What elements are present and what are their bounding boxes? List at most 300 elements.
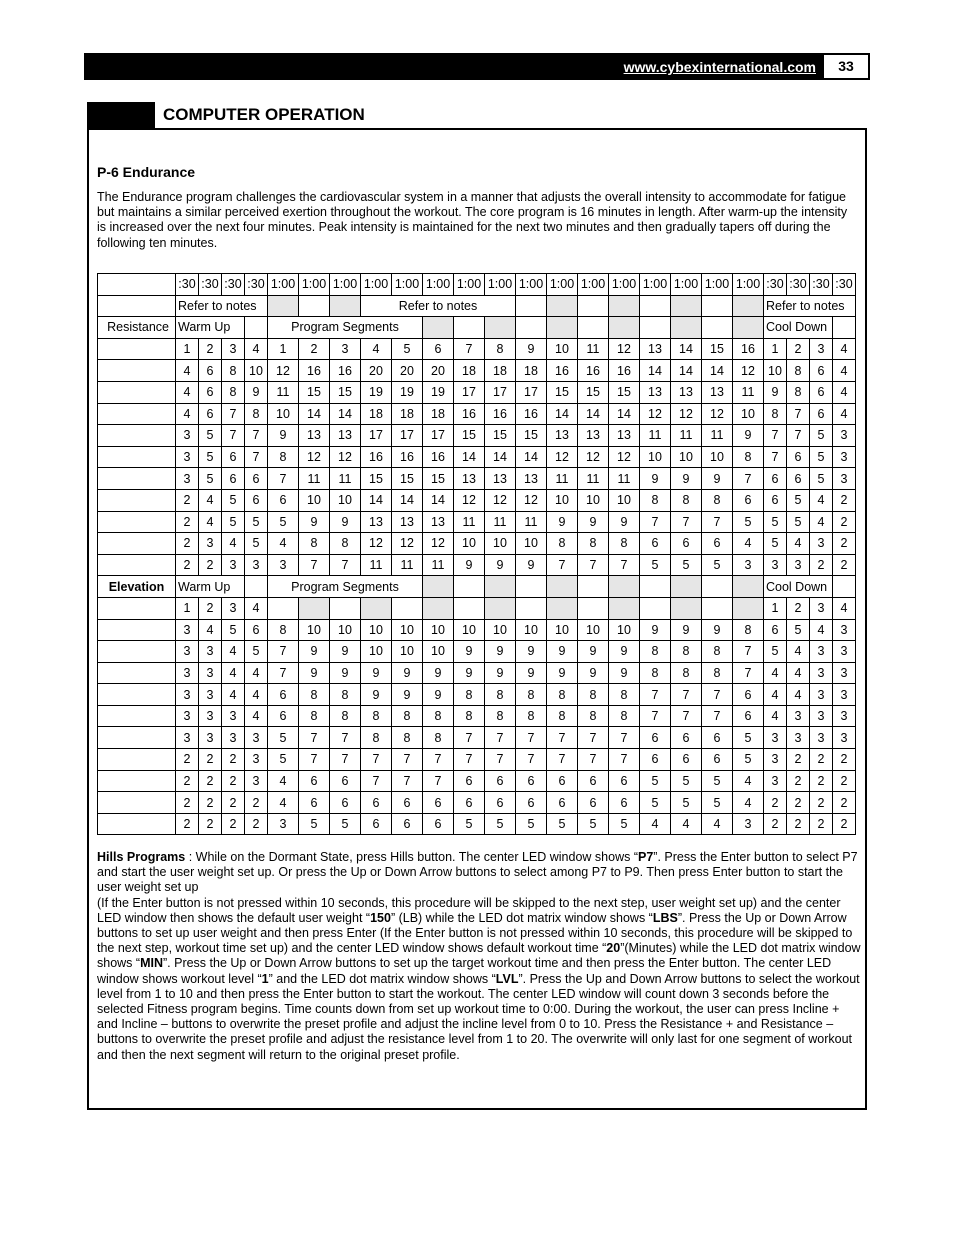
value-cell: 8 <box>609 684 640 706</box>
value-cell: 12 <box>454 489 485 511</box>
value-cell: 8 <box>578 533 609 555</box>
value-cell: 12 <box>485 489 516 511</box>
value-cell: 7 <box>222 425 245 447</box>
value-cell: 16 <box>516 403 547 425</box>
value-cell: 7 <box>671 511 702 533</box>
value-cell: 6 <box>392 813 423 835</box>
value-cell: 8 <box>392 727 423 749</box>
value-cell: 7 <box>454 338 485 360</box>
index-cell: 3 <box>222 597 245 619</box>
value-cell: 11 <box>578 338 609 360</box>
value-cell: 11 <box>392 554 423 576</box>
value-cell: 12 <box>733 360 764 382</box>
value-cell: 6 <box>671 533 702 555</box>
value-cell: 6 <box>671 727 702 749</box>
value-cell: 3 <box>764 554 787 576</box>
refer-notes-cell: Refer to notes <box>361 295 516 317</box>
value-cell: 8 <box>516 705 547 727</box>
value-cell: 6 <box>810 360 833 382</box>
blank-cell <box>547 295 578 317</box>
value-cell: 4 <box>361 338 392 360</box>
value-cell: 9 <box>516 554 547 576</box>
value-cell: 6 <box>640 727 671 749</box>
blank-cell <box>516 597 547 619</box>
value-cell: 6 <box>702 749 733 771</box>
value-cell: 7 <box>733 468 764 490</box>
blank-cell <box>454 576 485 598</box>
value-cell: 5 <box>609 813 640 835</box>
value-cell: 6 <box>787 468 810 490</box>
value-cell: 15 <box>702 338 733 360</box>
time-cell: 1:00 <box>671 274 702 296</box>
time-cell: :30 <box>810 274 833 296</box>
value-cell: 15 <box>423 468 454 490</box>
value-cell: 3 <box>810 338 833 360</box>
value-cell: 14 <box>361 489 392 511</box>
value-cell: 8 <box>299 684 330 706</box>
value-cell: 9 <box>516 641 547 663</box>
hills-programs-notes <box>97 850 863 1063</box>
row-label-cell <box>98 727 176 749</box>
value-cell: 14 <box>330 403 361 425</box>
value-cell: 14 <box>516 446 547 468</box>
value-cell: 9 <box>702 468 733 490</box>
value-cell: 15 <box>547 381 578 403</box>
value-cell: 8 <box>702 641 733 663</box>
value-cell: 15 <box>516 425 547 447</box>
value-cell: 8 <box>702 489 733 511</box>
value-cell: 3 <box>176 468 199 490</box>
time-cell: 1:00 <box>299 274 330 296</box>
value-cell: 2 <box>833 792 856 814</box>
value-cell: 2 <box>176 749 199 771</box>
value-cell: 2 <box>787 792 810 814</box>
value-cell: 12 <box>268 360 299 382</box>
value-cell: 8 <box>578 705 609 727</box>
value-cell: 7 <box>640 511 671 533</box>
value-cell: 7 <box>299 554 330 576</box>
value-cell: 9 <box>671 619 702 641</box>
value-cell: 17 <box>392 425 423 447</box>
value-cell: 2 <box>222 770 245 792</box>
value-cell: 10 <box>547 338 578 360</box>
value-cell: 18 <box>454 360 485 382</box>
blank-cell <box>485 317 516 339</box>
blank-cell <box>640 295 671 317</box>
value-cell: 12 <box>609 446 640 468</box>
value-cell: 6 <box>516 770 547 792</box>
blank-cell <box>609 295 640 317</box>
value-cell: 12 <box>392 533 423 555</box>
elevation-level-row <box>98 619 856 641</box>
blank-cell <box>361 597 392 619</box>
value-cell: 2 <box>176 792 199 814</box>
value-cell: 2 <box>176 533 199 555</box>
value-cell: 7 <box>454 727 485 749</box>
value-cell: 7 <box>268 468 299 490</box>
value-cell: 16 <box>547 360 578 382</box>
value-cell: 6 <box>609 792 640 814</box>
value-cell: 3 <box>787 727 810 749</box>
value-cell: 9 <box>299 641 330 663</box>
value-cell: 10 <box>485 533 516 555</box>
value-cell: 14 <box>299 403 330 425</box>
value-cell: 5 <box>268 511 299 533</box>
value-cell: 5 <box>810 468 833 490</box>
value-cell: 3 <box>833 727 856 749</box>
value-cell: 4 <box>787 662 810 684</box>
value-cell: 10 <box>454 619 485 641</box>
value-cell: 16 <box>423 446 454 468</box>
time-cell: 1:00 <box>609 274 640 296</box>
value-cell: 7 <box>222 403 245 425</box>
value-cell: 5 <box>671 554 702 576</box>
hills-label: Hills Programs <box>97 850 186 864</box>
value-cell: 6 <box>640 749 671 771</box>
resistance-header-row <box>98 317 856 339</box>
value-cell: 8 <box>671 641 702 663</box>
value-cell: 4 <box>764 662 787 684</box>
value-cell: 14 <box>454 446 485 468</box>
value-cell: 6 <box>547 792 578 814</box>
value-cell: 15 <box>361 468 392 490</box>
value-cell: 14 <box>485 446 516 468</box>
value-cell: 17 <box>516 381 547 403</box>
value-cell: 4 <box>268 770 299 792</box>
time-cell: 1:00 <box>516 274 547 296</box>
value-cell: 7 <box>330 749 361 771</box>
value-cell: 8 <box>578 684 609 706</box>
value-cell: 12 <box>609 338 640 360</box>
value-cell: 13 <box>640 381 671 403</box>
value-cell: 9 <box>299 511 330 533</box>
value-cell: 4 <box>222 684 245 706</box>
row-label-cell <box>98 597 176 619</box>
value-cell: 5 <box>516 813 547 835</box>
value-cell: 12 <box>299 446 330 468</box>
time-cell: 1:00 <box>361 274 392 296</box>
value-cell: 5 <box>733 749 764 771</box>
value-cell: 5 <box>199 468 222 490</box>
value-cell: 3 <box>833 662 856 684</box>
value-cell: 8 <box>787 381 810 403</box>
value-cell: 9 <box>733 425 764 447</box>
value-cell: 16 <box>392 446 423 468</box>
row-label-cell <box>98 641 176 663</box>
blank-cell <box>640 597 671 619</box>
time-cell: :30 <box>245 274 268 296</box>
blank-cell <box>833 576 856 598</box>
value-cell: 4 <box>833 338 856 360</box>
notes-text: ” (LB) while the LED dot matrix window shows “ <box>390 910 653 925</box>
value-cell: 7 <box>578 727 609 749</box>
value-cell: 16 <box>485 403 516 425</box>
value-cell: 3 <box>176 662 199 684</box>
value-cell: 8 <box>245 403 268 425</box>
elevation-level-row <box>98 813 856 835</box>
value-cell: 2 <box>199 770 222 792</box>
value-cell: 3 <box>833 684 856 706</box>
value-cell: 3 <box>833 641 856 663</box>
time-cell: :30 <box>833 274 856 296</box>
blank-cell <box>516 317 547 339</box>
value-cell: 7 <box>609 749 640 771</box>
value-cell: 8 <box>547 684 578 706</box>
blank-cell <box>702 576 733 598</box>
blank-cell <box>733 295 764 317</box>
value-cell: 9 <box>454 641 485 663</box>
elevation-level-row <box>98 727 856 749</box>
value-cell: 3 <box>199 662 222 684</box>
value-cell: 7 <box>330 554 361 576</box>
value-cell: 4 <box>810 511 833 533</box>
value-cell: 2 <box>810 813 833 835</box>
row-label-cell <box>98 425 176 447</box>
value-cell: 10 <box>423 619 454 641</box>
row-label-cell <box>98 813 176 835</box>
value-cell: 6 <box>702 533 733 555</box>
value-cell: 6 <box>671 749 702 771</box>
warm-up-label: Warm Up <box>176 317 245 339</box>
value-cell: 6 <box>361 792 392 814</box>
value-cell: 6 <box>222 468 245 490</box>
value-cell: 13 <box>578 425 609 447</box>
time-cell: :30 <box>222 274 245 296</box>
row-label-cell <box>98 749 176 771</box>
value-cell: 9 <box>268 425 299 447</box>
value-cell: 13 <box>485 468 516 490</box>
value-cell: 9 <box>547 641 578 663</box>
value-cell: 11 <box>299 468 330 490</box>
value-cell: 3 <box>199 684 222 706</box>
value-cell: 4 <box>222 641 245 663</box>
row-label-cell <box>98 446 176 468</box>
value-cell: 3 <box>268 554 299 576</box>
value-cell: 9 <box>392 684 423 706</box>
blank-cell <box>702 597 733 619</box>
value-cell: 18 <box>516 360 547 382</box>
value-cell: 12 <box>423 533 454 555</box>
value-cell: 10 <box>423 641 454 663</box>
value-cell: 2 <box>176 511 199 533</box>
value-cell: 18 <box>423 403 454 425</box>
value-cell: 5 <box>787 619 810 641</box>
value-cell: 2 <box>810 792 833 814</box>
section-title: COMPUTER OPERATION <box>163 105 365 124</box>
resistance-level-row <box>98 489 856 511</box>
value-cell: 7 <box>330 727 361 749</box>
blank-cell <box>578 317 609 339</box>
value-cell: 3 <box>764 749 787 771</box>
value-cell: 7 <box>268 662 299 684</box>
value-cell: 6 <box>245 489 268 511</box>
value-cell: 9 <box>578 662 609 684</box>
value-cell: 7 <box>547 749 578 771</box>
value-cell: 10 <box>702 446 733 468</box>
value-cell: 8 <box>671 489 702 511</box>
value-cell: 4 <box>810 619 833 641</box>
time-cell: 1:00 <box>702 274 733 296</box>
value-cell: 5 <box>245 533 268 555</box>
value-cell: 10 <box>640 446 671 468</box>
value-cell: 3 <box>176 425 199 447</box>
value-cell: 6 <box>764 468 787 490</box>
value-cell: 9 <box>640 468 671 490</box>
elevation-index-row <box>98 597 856 619</box>
value-cell: 18 <box>392 403 423 425</box>
value-cell: 20 <box>392 360 423 382</box>
notes-text: ”. Press the Up or Down Arrow buttons to set up user weight and then press Enter (If the Enter button is not pressed within 10 seconds, this procedure will be skipped to the next step, workout time set up) and the center LED window shows default workout time “ <box>97 910 853 956</box>
resistance-level-row <box>98 403 856 425</box>
value-cell: 9 <box>516 662 547 684</box>
time-cell: 1:00 <box>547 274 578 296</box>
value-cell: 7 <box>516 749 547 771</box>
value-cell: 11 <box>268 381 299 403</box>
value-cell: 10 <box>299 619 330 641</box>
time-cell: 1:00 <box>733 274 764 296</box>
value-cell: 6 <box>516 792 547 814</box>
value-cell: 5 <box>810 446 833 468</box>
value-cell: 9 <box>330 641 361 663</box>
value-cell: 5 <box>764 641 787 663</box>
value-cell: 8 <box>547 705 578 727</box>
value-cell: 7 <box>640 684 671 706</box>
value-cell: 10 <box>578 489 609 511</box>
value-cell: 15 <box>485 425 516 447</box>
value-cell: 2 <box>833 489 856 511</box>
value-cell: 2 <box>299 338 330 360</box>
value-cell: 6 <box>454 770 485 792</box>
time-cell: 1:00 <box>485 274 516 296</box>
value-cell: 10 <box>330 619 361 641</box>
value-cell: 4 <box>810 489 833 511</box>
value-cell: 3 <box>199 641 222 663</box>
value-cell: 2 <box>833 770 856 792</box>
value-cell: 9 <box>330 662 361 684</box>
value-cell: 10 <box>547 619 578 641</box>
blank-cell <box>330 597 361 619</box>
time-cell: 1:00 <box>423 274 454 296</box>
value-cell: 8 <box>485 338 516 360</box>
value-cell: 3 <box>176 619 199 641</box>
index-cell: 3 <box>810 597 833 619</box>
value-cell: 7 <box>702 511 733 533</box>
row-label-cell <box>98 533 176 555</box>
value-cell: 2 <box>810 554 833 576</box>
value-cell: 8 <box>454 705 485 727</box>
website-link[interactable]: www.cybexinternational.com <box>623 59 816 75</box>
value-cell: 3 <box>245 749 268 771</box>
value-cell: 3 <box>245 727 268 749</box>
value-cell: 5 <box>547 813 578 835</box>
value-cell: 2 <box>787 338 810 360</box>
value-cell: 10 <box>330 489 361 511</box>
value-cell: 4 <box>245 338 268 360</box>
value-cell: 17 <box>361 425 392 447</box>
program-profile-table <box>97 273 856 835</box>
value-cell: 8 <box>671 662 702 684</box>
value-cell: 2 <box>222 749 245 771</box>
value-cell: 9 <box>454 554 485 576</box>
value-cell: 7 <box>764 446 787 468</box>
value-cell: 6 <box>454 792 485 814</box>
value-cell: 3 <box>764 727 787 749</box>
blank-cell <box>609 597 640 619</box>
value-cell: 3 <box>222 727 245 749</box>
value-cell: 14 <box>671 360 702 382</box>
row-label-cell <box>98 489 176 511</box>
value-cell: 2 <box>787 749 810 771</box>
value-cell: 14 <box>640 360 671 382</box>
value-cell: 10 <box>245 360 268 382</box>
value-cell: 9 <box>547 662 578 684</box>
value-cell: 16 <box>299 360 330 382</box>
value-cell: 3 <box>833 705 856 727</box>
value-cell: 3 <box>833 468 856 490</box>
value-cell: 2 <box>833 749 856 771</box>
refer-notes-cell: Refer to notes <box>764 295 856 317</box>
value-cell: 6 <box>733 705 764 727</box>
resistance-level-row <box>98 554 856 576</box>
value-cell: 12 <box>702 403 733 425</box>
value-cell: 8 <box>361 727 392 749</box>
value-cell: 4 <box>733 792 764 814</box>
blank-cell <box>671 576 702 598</box>
time-cell: 1:00 <box>268 274 299 296</box>
value-cell: 2 <box>176 813 199 835</box>
value-cell: 11 <box>423 554 454 576</box>
value-cell: 6 <box>423 792 454 814</box>
value-cell: 6 <box>299 770 330 792</box>
value-cell: 9 <box>516 338 547 360</box>
blank-cell <box>578 576 609 598</box>
blank-cell <box>702 317 733 339</box>
section-label: Elevation <box>98 576 176 598</box>
value-cell: 8 <box>423 727 454 749</box>
value-cell: 19 <box>392 381 423 403</box>
value-cell: 2 <box>787 770 810 792</box>
blank-cell <box>578 597 609 619</box>
value-cell: 17 <box>423 425 454 447</box>
value-cell: 15 <box>454 425 485 447</box>
page-number: 33 <box>822 55 868 78</box>
time-row <box>98 274 856 296</box>
resistance-index-row <box>98 338 856 360</box>
value-cell: 8 <box>787 360 810 382</box>
value-cell: 13 <box>640 338 671 360</box>
value-cell: 8 <box>485 684 516 706</box>
index-cell: 4 <box>245 597 268 619</box>
value-cell: 9 <box>392 662 423 684</box>
value-cell: 7 <box>640 705 671 727</box>
value-cell: 8 <box>392 705 423 727</box>
value-cell: 6 <box>764 619 787 641</box>
value-cell: 9 <box>361 662 392 684</box>
notes-text: (If the Enter button is not pressed within 10 seconds, this procedure will be skipped to the next step, user weight set up) and the center LED window then shows the default user weight “ <box>97 895 841 925</box>
value-cell: 5 <box>578 813 609 835</box>
value-cell: 14 <box>609 403 640 425</box>
value-cell: 3 <box>733 554 764 576</box>
value-cell: 9 <box>702 619 733 641</box>
value-cell: 13 <box>671 381 702 403</box>
blank-cell <box>609 317 640 339</box>
value-cell: 3 <box>810 662 833 684</box>
value-cell: 3 <box>245 770 268 792</box>
blank-cell <box>640 576 671 598</box>
value-cell: 19 <box>423 381 454 403</box>
value-cell: 10 <box>516 619 547 641</box>
value-cell: 7 <box>671 705 702 727</box>
